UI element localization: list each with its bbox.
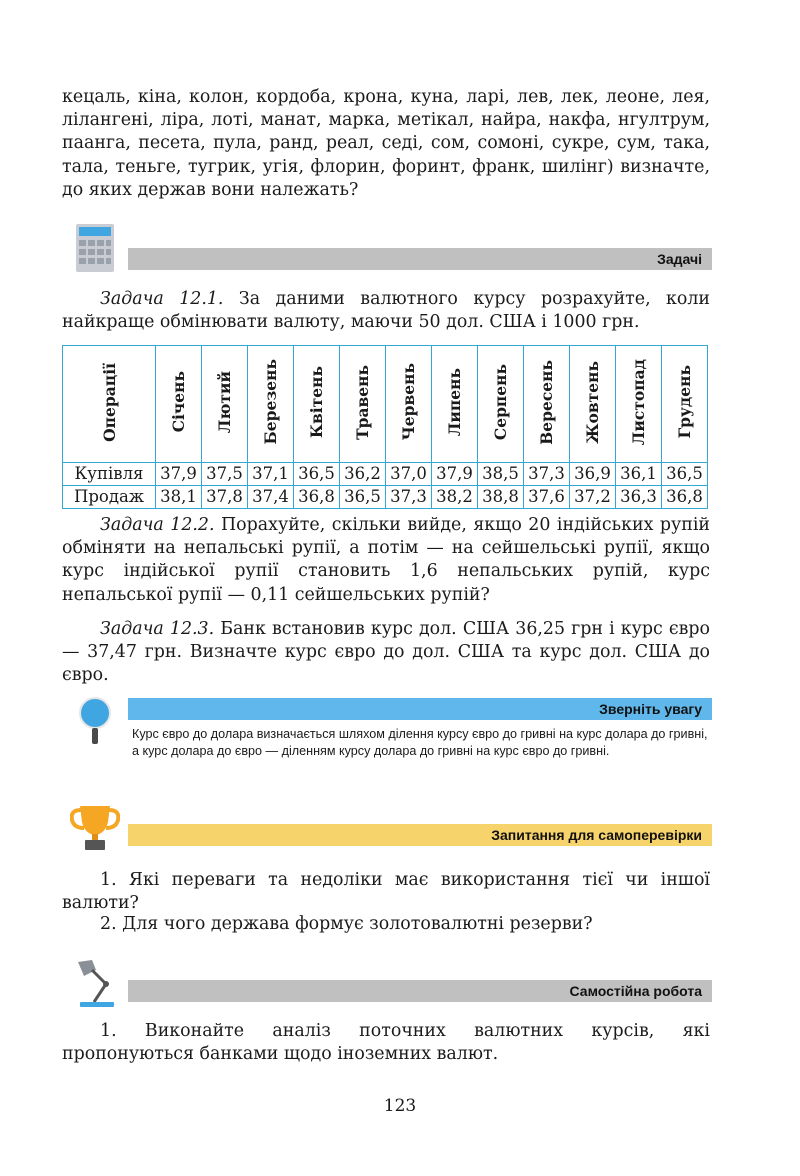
table-cell: 36,8 [294, 486, 340, 509]
header-month: Вересень [524, 346, 570, 463]
header-month: Лютий [202, 346, 248, 463]
table-cell: 38,5 [478, 463, 524, 486]
table-cell: 38,8 [478, 486, 524, 509]
table-cell: 36,5 [294, 463, 340, 486]
table-cell: 37,4 [248, 486, 294, 509]
table-cell: 37,1 [248, 463, 294, 486]
attention-section-title: Зверніть увагу [128, 698, 712, 720]
question-2: 2. Для чого держава формує золотовалютні резерви? [100, 914, 593, 934]
table-cell: 37,0 [386, 463, 432, 486]
task-12-2-text: Порахуйте, скільки вийде, якщо 20 індійських рупій обміняти на непальські рупії, а потім — на сейшельські рупії, якщо курс індійської рупії становить 1,6 непальських рупій, курс непальської рупії — 0,11 сейшельських рупій? [62, 515, 710, 605]
table-cell: 36,9 [570, 463, 616, 486]
page-number: 123 [383, 1096, 417, 1116]
task-12-1 [62, 288, 710, 334]
attention-note: Курс євро до долара визначається шляхом ділення курсу євро до гривні на курс долара до гривні, а курс долара до євро — діленням курсу долара до гривні на курс євро до гривні. [132, 727, 708, 758]
table-cell: 36,3 [616, 486, 662, 509]
table-header-row [63, 346, 708, 463]
header-month: Квітень [294, 346, 340, 463]
table-cell: 36,8 [662, 486, 708, 509]
row-label-buy: Купівля [63, 463, 156, 486]
table-cell: 37,9 [432, 463, 478, 486]
row-label-sell: Продаж [63, 486, 156, 509]
questions-section-title: Запитання для самоперевірки [128, 824, 712, 846]
table-cell: 36,1 [616, 463, 662, 486]
table-cell: 37,5 [202, 463, 248, 486]
task-12-1-text: За даними валютного курсу розрахуйте, коли найкраще обмінювати валюту, маючи 50 дол. США і 1000 грн. [62, 289, 710, 333]
header-month: Червень [386, 346, 432, 463]
table-cell: 37,3 [386, 486, 432, 509]
header-month: Жовтень [570, 346, 616, 463]
header-month: Січень [156, 346, 202, 463]
table-row-buy [63, 463, 708, 486]
intro-paragraph: кецаль, кіна, колон, кордоба, крона, куна, ларі, лев, лек, леоне, лея, лілангені, ліра, лоті, манат, марка, метікал, найра, накфа, нгултрум, паанга, песета, пула, ранд, реал, седі, сом, сомоні, сукре, сум, така, тала, теньге, тугрик, угія, флорин, форинт, франк, шилінг) визначте, до яких держав вони належать? [62, 87, 710, 200]
independent-section-title: Самостійна робота [128, 980, 712, 1002]
table-cell: 36,5 [340, 486, 386, 509]
independent-task-1: 1. Виконайте аналіз поточних валютних курсів, які пропонуються банками щодо іноземних валют. [62, 1021, 710, 1065]
header-month: Березень [248, 346, 294, 463]
table-cell: 37,2 [570, 486, 616, 509]
header-month: Травень [340, 346, 386, 463]
task-12-3 [62, 618, 710, 688]
task-12-1-title: Задача 12.1. [100, 289, 224, 309]
task-12-2-title: Задача 12.2. [100, 515, 215, 535]
header-month: Серпень [478, 346, 524, 463]
task-12-3-title: Задача 12.3. [100, 619, 215, 639]
task-12-3-text: Банк встановив курс дол. США 36,25 грн і курс євро — 37,47 грн. Визначте курс євро до дол. США та курс дол. США до євро. [62, 619, 711, 686]
table-cell: 38,2 [432, 486, 478, 509]
header-operations: Операції [63, 346, 156, 463]
exchange-rate-table [62, 345, 708, 509]
table-row-sell [63, 486, 708, 509]
calculator-icon [76, 224, 114, 272]
trophy-icon [70, 804, 120, 852]
question-1: 1. Які переваги та недоліки має використання тієї чи іншої валюти? [62, 870, 710, 914]
tasks-section-title: Задачі [128, 248, 712, 270]
header-month: Липень [432, 346, 478, 463]
table-cell: 37,3 [524, 463, 570, 486]
task-12-2 [62, 514, 710, 607]
table-cell: 37,9 [156, 463, 202, 486]
table-cell: 38,1 [156, 486, 202, 509]
table-cell: 36,2 [340, 463, 386, 486]
magnifier-icon [76, 696, 114, 746]
table-cell: 37,6 [524, 486, 570, 509]
table-cell: 36,5 [662, 463, 708, 486]
table-cell: 37,8 [202, 486, 248, 509]
desk-lamp-icon [72, 958, 122, 1010]
header-month: Листопад [616, 346, 662, 463]
header-month: Грудень [662, 346, 708, 463]
